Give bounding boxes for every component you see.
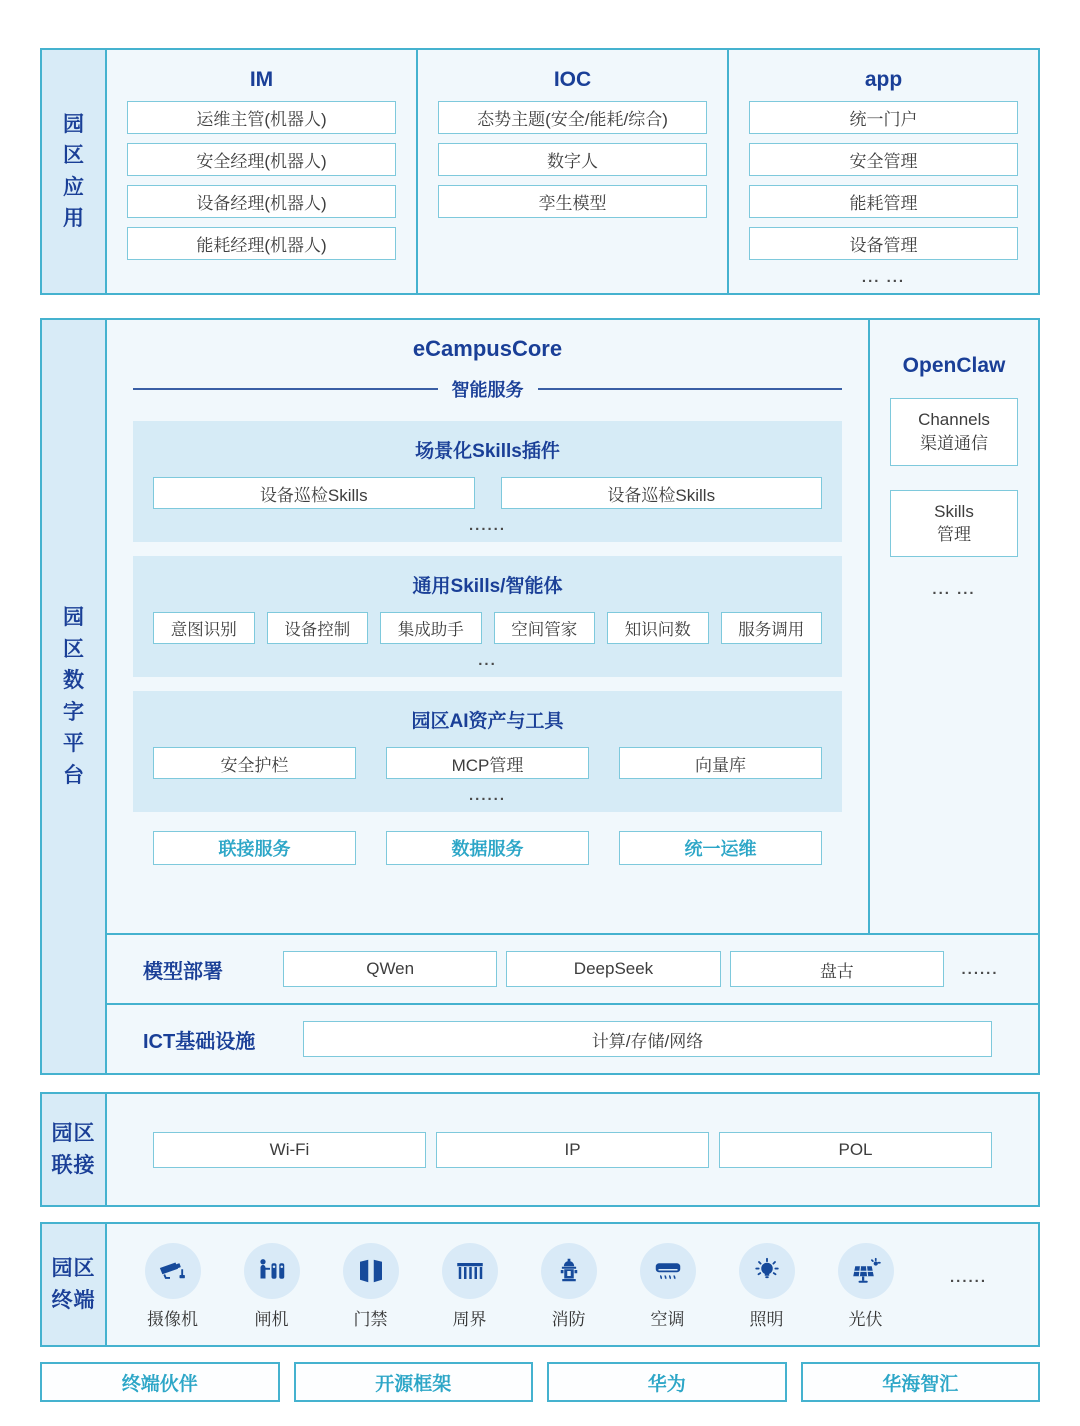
model-qwen-box: QWen — [283, 951, 497, 987]
terminals-side-label — [42, 1224, 107, 1345]
ai-assets-title: 园区AI资产与工具 — [411, 711, 564, 732]
terminal-label: 摄像机 — [147, 1310, 198, 1329]
terminal-turnstile — [222, 1243, 321, 1330]
ioc-item: 态势主题(安全/能耗/综合) — [438, 101, 707, 134]
model-deployment-label: 模型部署 — [143, 960, 223, 983]
partner-open-source: 开源框架 — [294, 1362, 534, 1402]
app-item: 安全管理 — [749, 143, 1018, 176]
connect-label-text: 园区联接 — [51, 1122, 96, 1177]
section-campus-apps — [40, 48, 1040, 295]
terminal-door — [321, 1243, 420, 1330]
model-items — [283, 951, 944, 987]
divider-line-left — [133, 388, 438, 390]
terminal-hydrant — [519, 1243, 618, 1330]
channels-line2: 渠道通信 — [920, 433, 988, 453]
general-skill-item: 集成助手 — [380, 612, 482, 644]
terminals-more-dots: ...... — [949, 1269, 987, 1286]
general-skill-item: 服务调用 — [721, 612, 823, 644]
section-campus-connect — [40, 1092, 1040, 1207]
terminal-label: 消防 — [551, 1310, 586, 1329]
model-pangu-box: 盘古 — [730, 951, 944, 987]
im-item: 设备经理(机器人) — [127, 185, 396, 218]
model-deployment-row — [107, 933, 1038, 1003]
ai-asset-item: MCP管理 — [386, 747, 589, 779]
partner-terminal-partners: 终端伙伴 — [40, 1362, 280, 1402]
ioc-column — [416, 50, 727, 293]
general-skills-more-dots: ... — [478, 652, 497, 669]
openclaw-more-dots: ... ... — [932, 581, 976, 599]
ac-icon — [640, 1243, 696, 1299]
ioc-item: 数字人 — [438, 143, 707, 176]
model-deepseek-box: DeepSeek — [506, 951, 720, 987]
terminal-label: 周界 — [452, 1310, 487, 1329]
openclaw-area — [868, 320, 1038, 933]
app-column — [727, 50, 1038, 293]
unified-ops-box: 统一运维 — [619, 831, 822, 865]
turnstile-icon — [244, 1243, 300, 1299]
camera-icon — [145, 1243, 201, 1299]
ioc-item: 孪生模型 — [438, 185, 707, 218]
app-item: 设备管理 — [749, 227, 1018, 260]
door-icon — [343, 1243, 399, 1299]
ai-asset-item: 向量库 — [619, 747, 822, 779]
general-skill-item: 设备控制 — [267, 612, 369, 644]
openclaw-title: OpenClaw — [902, 354, 1006, 377]
terminal-camera — [123, 1243, 222, 1330]
skills-mgmt-box — [890, 490, 1018, 558]
section-digital-platform — [40, 318, 1040, 1075]
scenario-skills-title: 场景化Skills插件 — [415, 441, 560, 462]
terminal-label: 闸机 — [254, 1310, 289, 1329]
im-column — [107, 50, 416, 293]
ai-assets-panel — [133, 691, 842, 812]
app-item: 统一门户 — [749, 101, 1018, 134]
campus-apps-label-text: 园区应用 — [63, 112, 84, 230]
ict-label: ICT基础设施 — [143, 1030, 256, 1053]
terminal-lighting — [717, 1243, 816, 1330]
terminals-content — [107, 1224, 1038, 1345]
wifi-box: Wi-Fi — [153, 1132, 426, 1168]
compute-storage-network-box: 计算/存储/网络 — [303, 1021, 992, 1057]
section-campus-terminals — [40, 1222, 1040, 1347]
ai-assets-more-dots: ...... — [468, 787, 506, 804]
platform-side-label — [42, 320, 107, 1073]
ioc-column-title: IOC — [553, 68, 592, 91]
ip-box: IP — [436, 1132, 709, 1168]
hydrant-icon — [541, 1243, 597, 1299]
scenario-skills-more-dots: ...... — [468, 517, 506, 534]
ai-assets-items — [153, 747, 822, 779]
campus-apps-side-label — [42, 50, 107, 293]
terminal-label: 空调 — [650, 1310, 685, 1329]
scenario-skills-items — [153, 477, 822, 509]
scenario-skill-item: 设备巡检Skills — [153, 477, 475, 509]
divider-line-right — [538, 388, 843, 390]
pol-box: POL — [719, 1132, 992, 1168]
ict-infrastructure-row — [107, 1003, 1038, 1073]
terminal-label: 门禁 — [353, 1310, 388, 1329]
partners-row — [40, 1362, 1040, 1402]
app-more-dots: ... ... — [861, 269, 906, 286]
fence-icon — [442, 1243, 498, 1299]
skills-mgmt-line2: 管理 — [937, 525, 971, 545]
connect-side-label — [42, 1094, 107, 1205]
im-item: 运维主管(机器人) — [127, 101, 396, 134]
im-item: 能耗经理(机器人) — [127, 227, 396, 260]
campus-apps-content — [107, 50, 1038, 293]
terminal-label: 照明 — [749, 1310, 784, 1329]
scenario-skill-item: 设备巡检Skills — [501, 477, 823, 509]
platform-content — [107, 320, 1038, 1073]
ecampuscore-area — [107, 320, 868, 933]
terminals-label-text: 园区终端 — [51, 1257, 96, 1312]
smart-services-label: 智能服务 — [451, 380, 524, 400]
terminal-ac — [618, 1243, 717, 1330]
terminal-fence — [420, 1243, 519, 1330]
general-skills-panel — [133, 556, 842, 677]
general-skill-item: 空间管家 — [494, 612, 596, 644]
ecampuscore-title: eCampusCore — [412, 336, 563, 361]
im-item: 安全经理(机器人) — [127, 143, 396, 176]
general-skills-title: 通用Skills/智能体 — [412, 576, 563, 597]
general-skill-item: 知识问数 — [607, 612, 709, 644]
platform-services-row — [153, 831, 822, 865]
platform-top-area — [107, 320, 1038, 933]
channels-box — [890, 398, 1018, 466]
channels-line1: Channels — [918, 410, 990, 429]
data-service-box: 数据服务 — [386, 831, 589, 865]
general-skills-items — [153, 612, 822, 644]
scenario-skills-panel — [133, 421, 842, 542]
skills-mgmt-line1: Skills — [934, 501, 974, 521]
app-column-title: app — [864, 68, 903, 91]
connect-service-box: 联接服务 — [153, 831, 356, 865]
terminal-label: 光伏 — [848, 1310, 883, 1329]
bulb-icon — [739, 1243, 795, 1299]
partner-huawei: 华为 — [547, 1362, 787, 1402]
platform-label-text: 园区数字平台 — [63, 606, 84, 787]
im-column-title: IM — [249, 68, 274, 91]
terminal-solar — [816, 1243, 915, 1330]
app-item: 能耗管理 — [749, 185, 1018, 218]
smart-services-divider — [133, 376, 842, 402]
connect-content — [107, 1094, 1038, 1205]
solar-icon — [838, 1243, 894, 1299]
model-more-dots: ...... — [961, 960, 999, 978]
ai-asset-item: 安全护栏 — [153, 747, 356, 779]
general-skill-item: 意图识别 — [153, 612, 255, 644]
partner-huahai: 华海智汇 — [801, 1362, 1041, 1402]
